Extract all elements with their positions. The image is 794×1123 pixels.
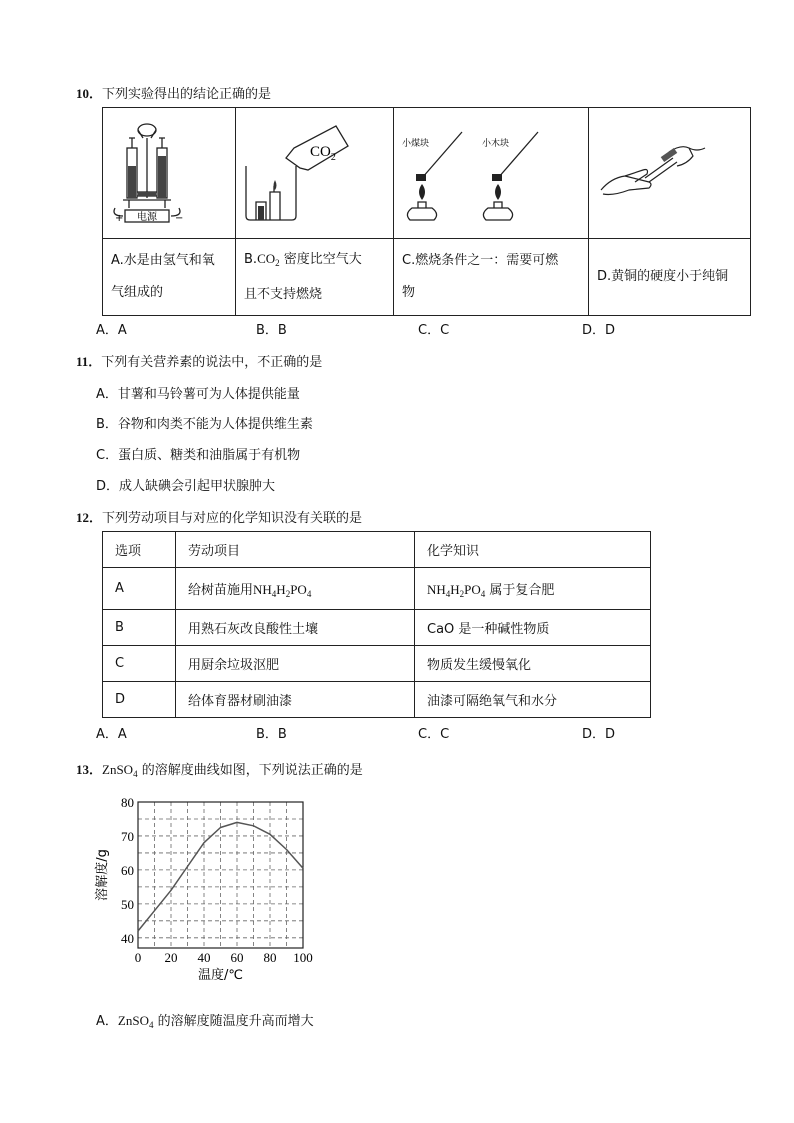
x-tick-label: 40 (197, 950, 211, 965)
q13-stem: 13．ZnSO$_4$ 的溶解度曲线如图，下列说法正确的是 (76, 762, 363, 779)
y-tick-label: 70 (121, 828, 134, 844)
q10-number: 10． (76, 86, 103, 101)
combustion-experiment-icon (394, 108, 588, 234)
x-tick-label: 100 (293, 950, 313, 965)
q10-stem-text: 下列实验得出的结论正确的是 (102, 87, 272, 102)
q12-option-d[interactable]: D．D (582, 727, 616, 742)
q11-option-d[interactable]: D．成人缺碘会引起甲状腺肿大 (96, 479, 276, 494)
q10-conclusion-a: A.水是由氢气和氧 气组成的 (103, 239, 236, 316)
q10-conclusion-c: C.燃烧条件之一：需要可燃 物 (394, 239, 589, 316)
co2-label: $CO_2$ (310, 144, 336, 163)
q10-experiment-table (102, 107, 751, 316)
q10-option-b[interactable]: B．B (256, 323, 287, 338)
y-tick-label: 50 (121, 896, 134, 912)
y-axis-label: 溶解度/g (95, 849, 110, 901)
q11-option-a[interactable]: A．甘薯和马铃薯可为人体提供能量 (96, 387, 300, 402)
q10-cell-co2 (236, 108, 394, 239)
q13-chart (90, 790, 330, 984)
coal-label: 小煤块 (402, 139, 430, 149)
x-tick-label: 20 (164, 950, 178, 965)
header-task: 劳动项目 (176, 532, 415, 568)
table-row: B 用熟石灰改良酸性土壤 CaO 是一种碱性物质 (103, 610, 651, 646)
q10-cell-electrolysis (103, 108, 236, 239)
x-tick-label: 80 (263, 950, 277, 965)
x-axis-label: 温度/℃ (198, 968, 243, 980)
q13-option-a[interactable]: A．ZnSO$_4$ 的溶解度随温度升高而增大 (96, 1013, 314, 1030)
q10-option-a[interactable]: A．A (96, 323, 127, 338)
svg-text:−: − (175, 213, 184, 224)
table-row: D 给体育器材刷油漆 油漆可隔绝氧气和水分 (103, 682, 651, 718)
table-row: C 用厨余垃圾沤肥 物质发生缓慢氧化 (103, 646, 651, 682)
q12-number: 12． (76, 510, 103, 525)
q13-stem-text: 的溶解度曲线如图，下列说法正确的是 (137, 763, 363, 778)
x-tick-label: 0 (134, 950, 142, 965)
q12-stem-text: 下列劳动项目与对应的化学知识没有关联的是 (102, 511, 363, 526)
table-header-row (103, 532, 651, 568)
x-tick-label: 60 (230, 950, 244, 965)
q11-stem-text: 下列有关营养素的说法中，不正确的是 (101, 355, 323, 370)
q11-number: 11． (76, 354, 102, 369)
q10-conclusion-b: $B.CO_2$ 密度比空气大 且不支持燃烧 (236, 239, 394, 316)
power-source-label: 电源 (137, 212, 157, 223)
q11-stem (76, 351, 322, 370)
y-tick-label: 80 (121, 795, 134, 810)
q10-conclusion-d: D.黄铜的硬度小于纯铜 (589, 239, 751, 316)
q12-option-c[interactable]: C．C (418, 727, 450, 742)
solubility-chart (90, 790, 330, 980)
y-tick-label: 40 (121, 930, 134, 946)
svg-text:+: + (115, 213, 124, 224)
header-knowledge: 化学知识 (415, 532, 651, 568)
q12-table (102, 531, 651, 718)
q10-option-d[interactable]: D．D (582, 323, 616, 338)
q10-cell-combustion (394, 108, 589, 239)
q12-option-a[interactable]: A．A (96, 727, 127, 742)
q11-option-b[interactable]: B．谷物和肉类不能为人体提供维生素 (96, 417, 313, 432)
electrolysis-apparatus-icon (103, 108, 235, 234)
co2-pouring-icon (236, 108, 393, 234)
q10-option-c[interactable]: C．C (418, 323, 450, 338)
q11-option-c[interactable]: C．蛋白质、糖类和油脂属于有机物 (96, 448, 301, 463)
q10-cell-scratching (589, 108, 751, 239)
q12-option-b[interactable]: B．B (256, 727, 287, 742)
q12-stem (76, 507, 362, 526)
wood-label: 小木块 (482, 139, 510, 149)
y-tick-label: 60 (121, 862, 134, 878)
table-row: A 给树苗施用$NH_4H_2PO_4$ $NH_4H_2PO_4$ 属于复合肥 (103, 568, 651, 610)
header-option: 选项 (103, 532, 176, 568)
hands-scratching-icon (589, 108, 750, 234)
q13-number: 13． (76, 762, 103, 777)
q10-stem (76, 83, 271, 102)
